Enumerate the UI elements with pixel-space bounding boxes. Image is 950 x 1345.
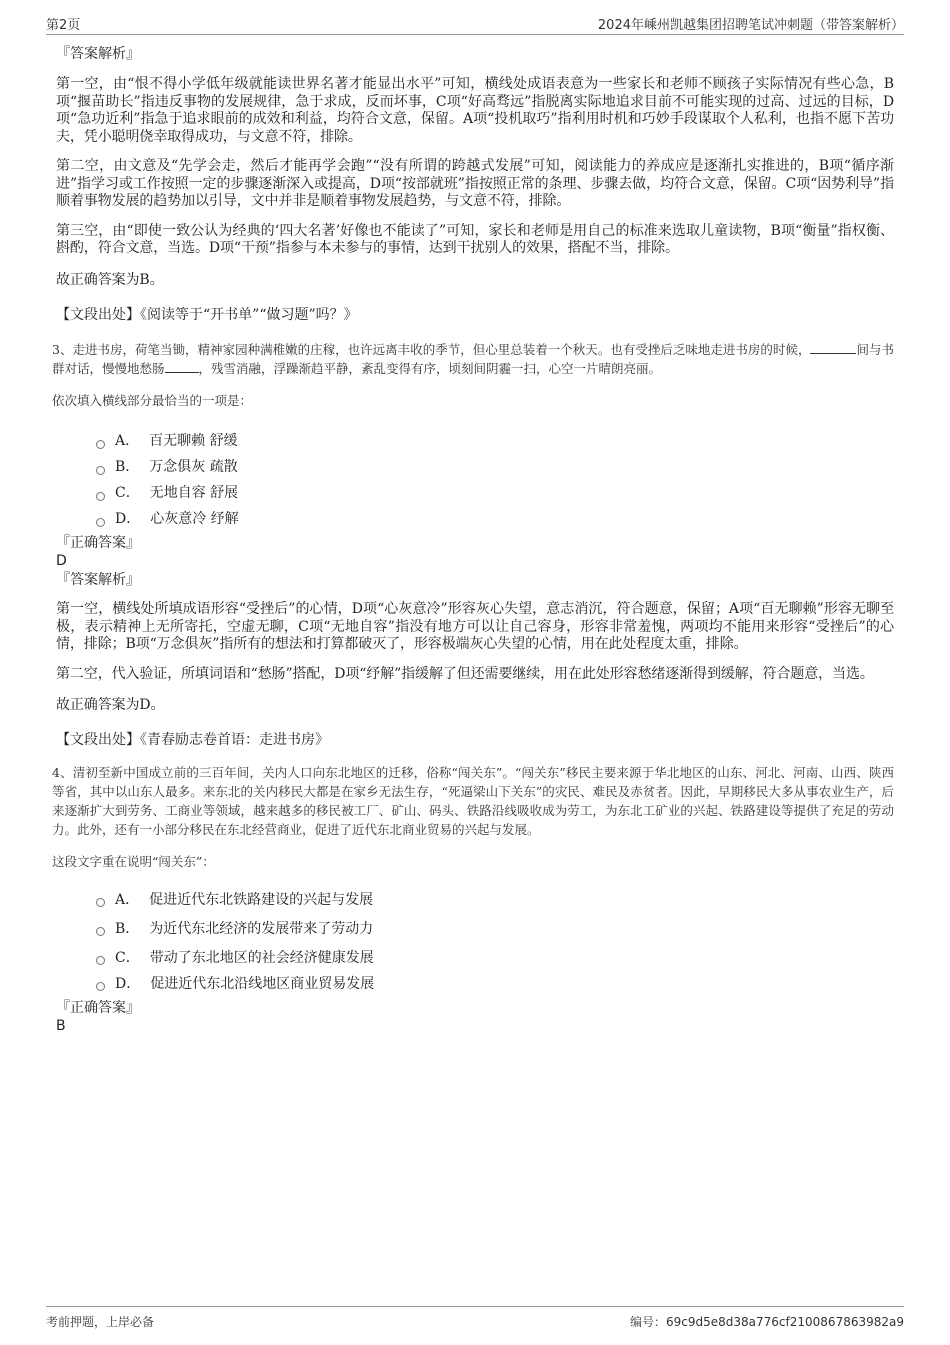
radio-icon[interactable] — [96, 466, 105, 475]
q2-analysis-para-1: 第一空，由“恨不得小学低年级就能读世界名著才能显出水平”可知，横线处成语表意为一些家长和老师不顾孩子实际情况有些心急，B项“揠苗助长”指违反事物的发展规律，急于求成，反而坏事，C项“好高骛远”指脱离实际地追求目前不可能实现的过高、过远的目标，D项“急功近利”指急于追求眼前的成效和利益，均符合文意，保留。A项“投机取巧”指利用时机和巧妙手段谋取个人私利，也指不愿下苦功夫，凭小聪明侥幸取得成功，与文意不符，排除。 — [56, 76, 894, 145]
q3-analysis-label: 『答案解析』 — [56, 572, 140, 588]
page-number: 第2页 — [46, 18, 81, 33]
q4-option-b[interactable]: B． 为近代东北经济的发展带来了劳动力 — [96, 913, 894, 945]
q2-analysis-para-2: 第二空，由文意及“先学会走，然后才能再学会跑”“没有所谓的跨越式发展”可知，阅读能力的养成应是逐渐扎实推进的，B项“循序渐进”指学习或工作按照一定的步骤逐渐深入或提高，D项“按部就班”指按照正常的条理、步骤去做，均符合文意，保留。C项“因势利导”指顺着事物发展的趋势加以引导，文中并非是顺着事物发展趋势，与文意不符，排除。 — [56, 158, 894, 209]
q3-blank-2 — [165, 360, 199, 373]
q3-options — [96, 428, 894, 532]
q3-analysis-para-2: 第二空，代入验证，所填词语和“愁肠”搭配，D项“纾解”指缓解了但还需要继续，用在此处形容愁绪逐渐得到缓解，符合题意，当选。 — [56, 665, 874, 682]
radio-icon[interactable] — [96, 982, 105, 991]
page-footer — [46, 1306, 904, 1331]
q4-answer-label: 『正确答案』 — [56, 999, 140, 1016]
q2-conclusion: 故正确答案为B。 — [56, 271, 164, 288]
q3-option-c[interactable]: C． 无地自容 舒展 — [96, 480, 894, 506]
q3-answer-label: 『正确答案』 — [56, 535, 140, 551]
q3-option-b[interactable]: B． 万念俱灰 疏散 — [96, 454, 894, 480]
q4-option-c[interactable]: C． 带动了东北地区的社会经济健康发展 — [96, 945, 894, 971]
q4-stem: 4、清初至新中国成立前的三百年间，关内人口向东北地区的迁移，俗称“闯关东”。“闯关东”移民主要来源于华北地区的山东、河北、河南、山西、陕西等省，其中以山东人最多。来东北的关内移民大都是在家乡无法生存，“死逼梁山下关东”的灾民、难民及赤贫者。因此，早期移民大多从事农业生产，后来逐渐扩大到劳务、工商业等领域，越来越多的移民被工厂、矿山、码头、铁路沿线吸收成为劳工，为东北工矿业的兴起、铁路建设等提供了充足的劳动力。此外，还有一小部分移民在东北经营商业，促进了近代东北商业贸易的兴起与发展。 — [52, 764, 894, 837]
radio-icon[interactable] — [96, 927, 105, 936]
q2-analysis-para-3: 第三空，由“即使一致公认为经典的‘四大名著’好像也不能读了”可知，家长和老师是用自己的标准来选取儿童读物，B项“衡量”指权衡、斟酌，符合文意，当选。D项“干预”指参与本未参与的事情，达到干扰别人的效果，搭配不当，排除。 — [56, 222, 894, 256]
radio-icon[interactable] — [96, 956, 105, 965]
q3-stem-part-3: ，残雪消融，浮躁渐趋平静，紊乱变得有序，顷刻间阴霾一扫，心空一片晴朗亮丽。 — [198, 361, 662, 376]
q4-option-d[interactable]: D． 促进近代东北沿线地区商业贸易发展 — [96, 971, 894, 997]
q4-options — [96, 887, 894, 997]
radio-icon[interactable] — [96, 518, 105, 527]
q4-prompt: 这段文字重在说明“闯关东”： — [52, 853, 215, 869]
q3-analysis-para-1: 第一空，横线处所填成语形容“受挫后”的心情，D项“心灰意冷”形容灰心失望，意志消沉，符合题意，保留；A项“百无聊赖”形容无聊至极，表示精神上无所寄托，空虚无聊，C项“无地自容”指没有地方可以让自己容身，形容非常羞愧，两项均不能用来形容“受挫后”的心情，排除；B项“万念俱灰”指所有的想法和打算都破灭了，形容极端灰心失望的心情，用在此处程度太重，排除。 — [56, 601, 894, 652]
footer-slogan: 考前押题，上岸必备 — [46, 1315, 155, 1329]
q3-conclusion: 故正确答案为D。 — [56, 697, 165, 713]
q3-answer: D — [56, 553, 67, 569]
q3-stem-part-1: 3、走进书房，荷笔当锄，精神家园种满稚嫩的庄稼，也许远离丰收的季节，但心里总装着一个秋天。也有受挫后乏味地走进书房的时候， — [52, 342, 811, 357]
document-code-value: 69c9d5e8d38a776cf2100867863982a9 — [666, 1315, 904, 1329]
q2-analysis-label: 『答案解析』 — [56, 46, 140, 62]
page-content — [52, 44, 894, 1035]
document-title: 2024年嵊州凯越集团招聘笔试冲刺题（带答案解析） — [597, 18, 904, 33]
q3-source: 【文段出处】《青春励志卷首语：走进书房》 — [56, 731, 329, 748]
radio-icon[interactable] — [96, 492, 105, 501]
q3-option-a[interactable]: A． 百无聊赖 舒缓 — [96, 428, 894, 454]
q3-stem — [52, 340, 894, 378]
document-code-label: 编号： — [630, 1315, 667, 1329]
q2-source: 【文段出处】《阅读等于“开书单”“做习题”吗？》 — [56, 307, 358, 323]
q4-option-a[interactable]: A． 促进近代东北铁路建设的兴起与发展 — [96, 887, 894, 913]
document-code — [630, 1313, 904, 1330]
q3-prompt: 依次填入横线部分最恰当的一项是： — [52, 393, 253, 408]
radio-icon[interactable] — [96, 898, 105, 907]
page-header — [46, 12, 904, 35]
radio-icon[interactable] — [96, 440, 105, 449]
q4-answer: B — [56, 1017, 66, 1034]
q3-option-d[interactable]: D． 心灰意冷 纾解 — [96, 506, 894, 532]
q3-blank-1 — [810, 341, 856, 354]
q3-stem-part-2: 间与书群对话，慢慢地愁肠 — [52, 342, 894, 376]
